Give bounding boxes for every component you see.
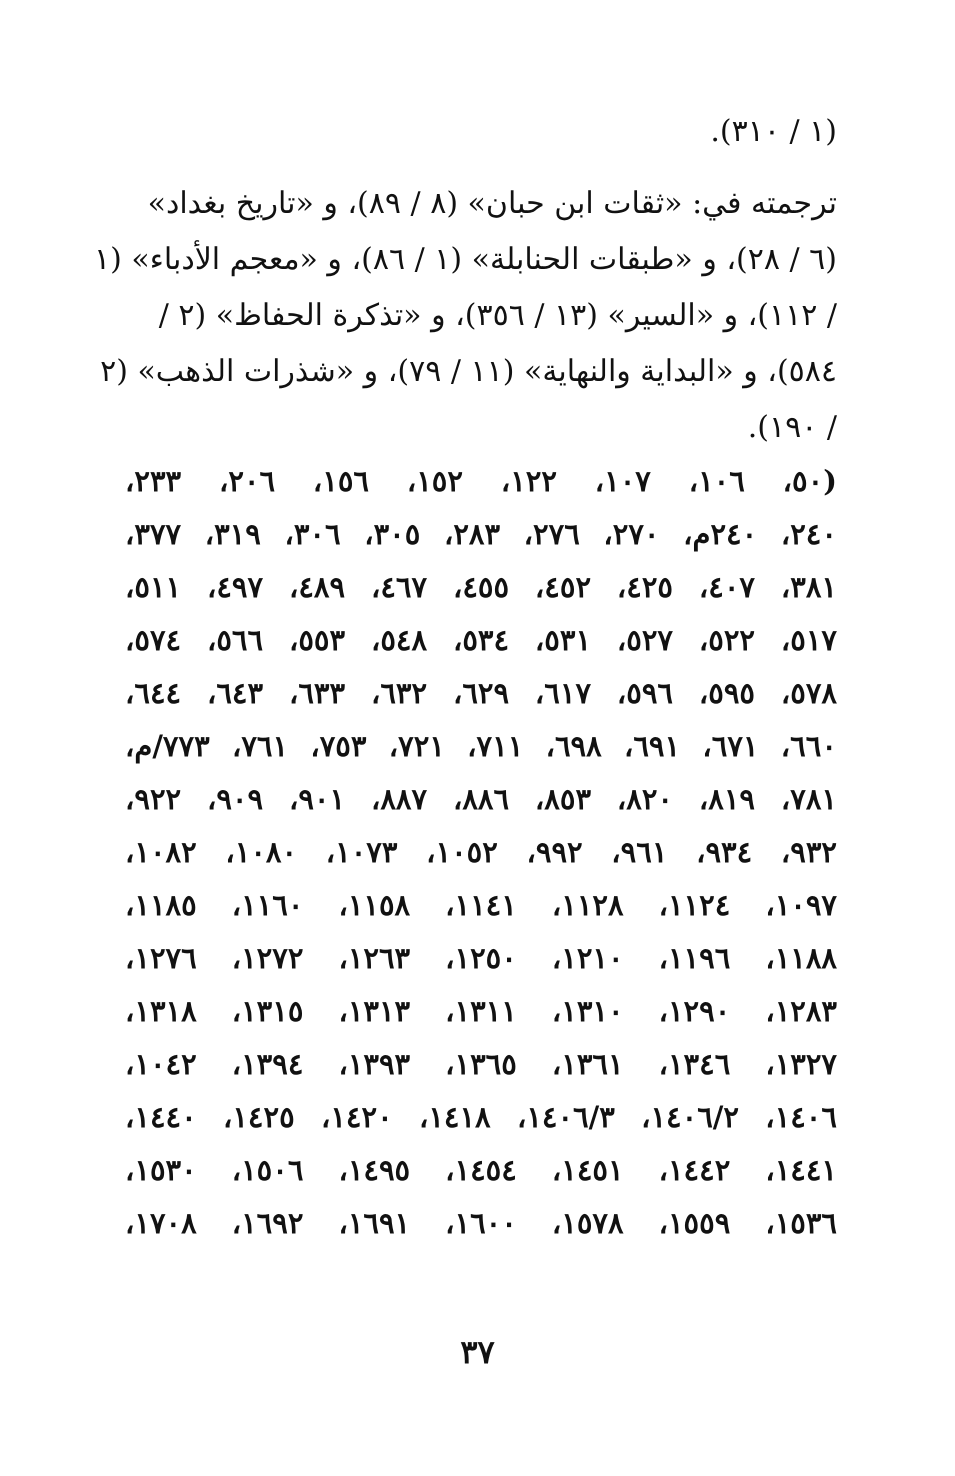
biography-footnote [94, 176, 837, 456]
biography-line: ٥٨٤)، و «البداية والنهاية» (١١ / ٧٩)، و «شذرات الذهب» (٢ [100, 354, 837, 389]
number-line: ١١٨٨، ١١٩٦، ١٢١٠، ١٢٥٠، ١٢٦٣، ١٢٧٢، ١٢٧٦، [125, 941, 837, 975]
biography-line: / ١٩٠). [747, 410, 837, 445]
number-line: ٧٨١، ٨١٩، ٨٢٠، ٨٥٣، ٨٨٦، ٨٨٧، ٩٠١، ٩٠٩، ٩٢٢، [125, 782, 837, 816]
footnote-continuation [125, 104, 837, 160]
number-line: ٢٤٠، ٢٤٠م، ٢٧٠، ٢٧٦، ٢٨٣، ٣٠٥، ٣٠٦، ٣١٩، ٣٧٧، [125, 517, 837, 551]
reference-numbers-index [125, 455, 837, 1250]
footnote-fragment-line: (١ / ٣١٠). [710, 114, 837, 149]
number-line: ٦٦٠، ٦٧١، ٦٩١، ٦٩٨، ٧١١، ٧٢١، ٧٥٣، ٧٦١، ٧٧٣/م، [125, 729, 837, 763]
number-line: ١٣٢٧، ١٣٤٦، ١٣٦١، ١٣٦٥، ١٣٩٣، ١٣٩٤، ١٠٤٢، [125, 1047, 837, 1081]
number-line: ١٢٨٣، ١٢٩٠، ١٣١٠، ١٣١١، ١٣١٣، ١٣١٥، ١٣١٨، [125, 994, 837, 1028]
number-line: ٩٣٢، ٩٣٤، ٩٦١، ٩٩٢، ١٠٥٢، ١٠٧٣، ١٠٨٠، ١٠٨٢، [125, 835, 837, 869]
number-line: ٥٧٨، ٥٩٥، ٥٩٦، ٦١٧، ٦٢٩، ٦٣٢، ٦٣٣، ٦٤٣، ٦٤٤، [125, 676, 837, 710]
number-line: ١٥٣٦، ١٥٥٩، ١٥٧٨، ١٦٠٠، ١٦٩١، ١٦٩٢، ١٧٠٨، [125, 1206, 837, 1240]
biography-line: (٦ / ٢٨)، و «طبقات الحنابلة» (١ / ٨٦)، و «معجم الأدباء» (١ [94, 242, 837, 277]
number-line: ٥١٧، ٥٢٢، ٥٢٧، ٥٣١، ٥٣٤، ٥٤٨، ٥٥٣، ٥٦٦، ٥٧٤، [125, 623, 837, 657]
number-line: (٥٠، ١٠٦، ١٠٧، ١٢٢، ١٥٢، ١٥٦، ٢٠٦، ٢٣٣، [125, 464, 837, 498]
number-line: ١٤٤١، ١٤٤٢، ١٤٥١، ١٤٥٤، ١٤٩٥، ١٥٠٦، ١٥٣٠، [125, 1153, 837, 1187]
number-line: ٣٨١، ٤٠٧، ٤٢٥، ٤٥٢، ٤٥٥، ٤٦٧، ٤٨٩، ٤٩٧، ٥١١، [125, 570, 837, 604]
number-line: ١٤٠٦، ١٤٠٦/٢، ١٤٠٦/٣، ١٤١٨، ١٤٢٠، ١٤٢٥، ١٤٤٠، [125, 1100, 837, 1134]
page-number: ٣٧ [460, 1333, 495, 1371]
number-line: ١٠٩٧، ١١٢٤، ١١٢٨، ١١٤١، ١١٥٨، ١١٦٠، ١١٨٥، [125, 888, 837, 922]
biography-line: ترجمته في: «ثقات ابن حبان» (٨ / ٨٩)، و «تاريخ بغداد» [147, 186, 837, 221]
biography-line: / ١١٢)، و «السير» (١٣ / ٣٥٦)، و «تذكرة الحفاظ» (٢ / [158, 298, 837, 333]
